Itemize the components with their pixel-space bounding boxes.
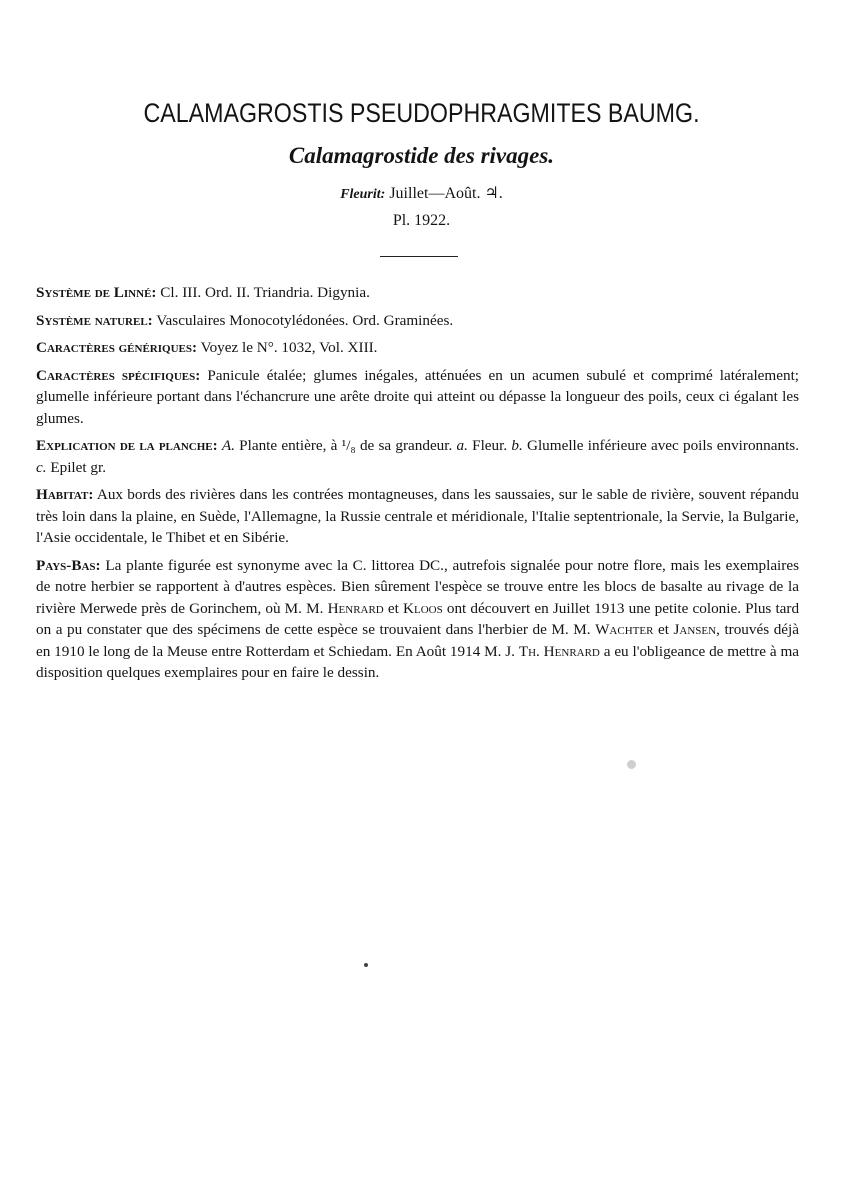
section-naturel [36, 310, 799, 332]
section-generiques [36, 337, 799, 359]
person-name: Henrard [327, 599, 384, 617]
section-label: Système de Linné: [36, 284, 157, 301]
section-linne [36, 282, 799, 304]
section-explication [36, 435, 799, 478]
scale-fraction: ¹/₈ [341, 437, 356, 454]
figure-letter: c. [36, 458, 47, 476]
section-text: Cl. III. Ord. II. Triandria. Digynia. [160, 284, 370, 301]
section-text: trouvés déjà en 1910 le long de la Meuse entre Rotterdam et Schiedam. En Août 1914 M. J. [36, 621, 799, 660]
section-label: Caractères spécifiques: [36, 366, 201, 384]
section-label: Habitat: [36, 486, 94, 503]
section-specifiques [36, 365, 799, 430]
section-label: Pays-Bas: [36, 556, 101, 574]
section-text: Aux bords des rivières dans les contrées montagneuses, dans les saussaies, sur le sable de rivière, souvent répandu très loin dans la plaine, en Suède, l'Allemagne, la Russie centrale et méridionale, l'Italie septentrionale, la Servie, la Bulgarie, l'Asie occidentale, le Thibet et en Sibérie. [36, 486, 799, 546]
section-habitat [36, 484, 799, 549]
section-text: Vasculaires Monocotylédonées. Ord. Graminées. [156, 311, 454, 329]
paper-speck [364, 963, 368, 967]
section-text: Voyez le N°. 1032, Vol. XIII. [200, 339, 378, 356]
section-text: Glumelle inférieure avec poils environnants. [526, 437, 799, 454]
person-name: Th. Henrard [518, 642, 600, 660]
section-text: a eu l'obligeance de mettre à ma disposition quelques exemplaires pour en faire le dessin. [36, 642, 800, 681]
person-name: Jansen, [673, 621, 720, 638]
divider [380, 256, 458, 257]
section-paysbas [36, 555, 799, 684]
figure-letter: A. [221, 437, 235, 454]
section-text: Epilet gr. [50, 458, 107, 476]
plate-number: Pl. 1922. [392, 212, 451, 229]
flowering-value: Juillet—Août. ♃. [389, 185, 503, 202]
figure-letter: b. [511, 437, 523, 454]
section-text: Plante entière, à [239, 437, 338, 454]
section-text: Fleur. [472, 437, 508, 454]
section-text: Panicule étalée; glumes inégales, atténuées en un acumen subulé et comprimé latéralement; glumelle inférieure portant dans l'échancrure une arête droite qui atteint ou dépasse la longueur des poils, ceux ci égalant les glumes. [36, 366, 800, 427]
section-label: Explication de la planche: [36, 437, 218, 454]
section-text: ont découvert en Juillet 1913 une petite colonie. Plus tard on a pu constater que des spécimens de cette espèce se trouvaient dans l'herbier de M. M. [36, 599, 800, 638]
section-text: et [387, 599, 399, 617]
common-name-subtitle: Calamagrostide des rivages. [288, 143, 555, 168]
document-body [36, 282, 799, 690]
section-label: Système naturel: [36, 311, 153, 329]
person-name: Kloos [403, 599, 443, 617]
section-text: La plante figurée est synonyme avec la C. littorea DC., autrefois signalée pour notre flore, mais les exemplaires de notre herbier se rapportent à d'autres espèces. Bien sûrement l'espèce se trouve entre les blocs de basalte au rivage de la rivière Merwede près de Gorinchem, où M. M. [36, 556, 799, 617]
section-text: de sa grandeur. [359, 437, 453, 454]
paper-speck [627, 760, 636, 769]
section-label: Caractères génériques: [36, 339, 198, 356]
page-title: CALAMAGROSTIS PSEUDOPHRAGMITES BAUMG. [143, 98, 700, 128]
flowering-line [0, 183, 843, 203]
figure-letter: a. [456, 437, 468, 454]
section-text: et [657, 621, 669, 638]
flowering-label: Fleurit: [340, 187, 386, 202]
person-name: Wachter [595, 621, 654, 638]
